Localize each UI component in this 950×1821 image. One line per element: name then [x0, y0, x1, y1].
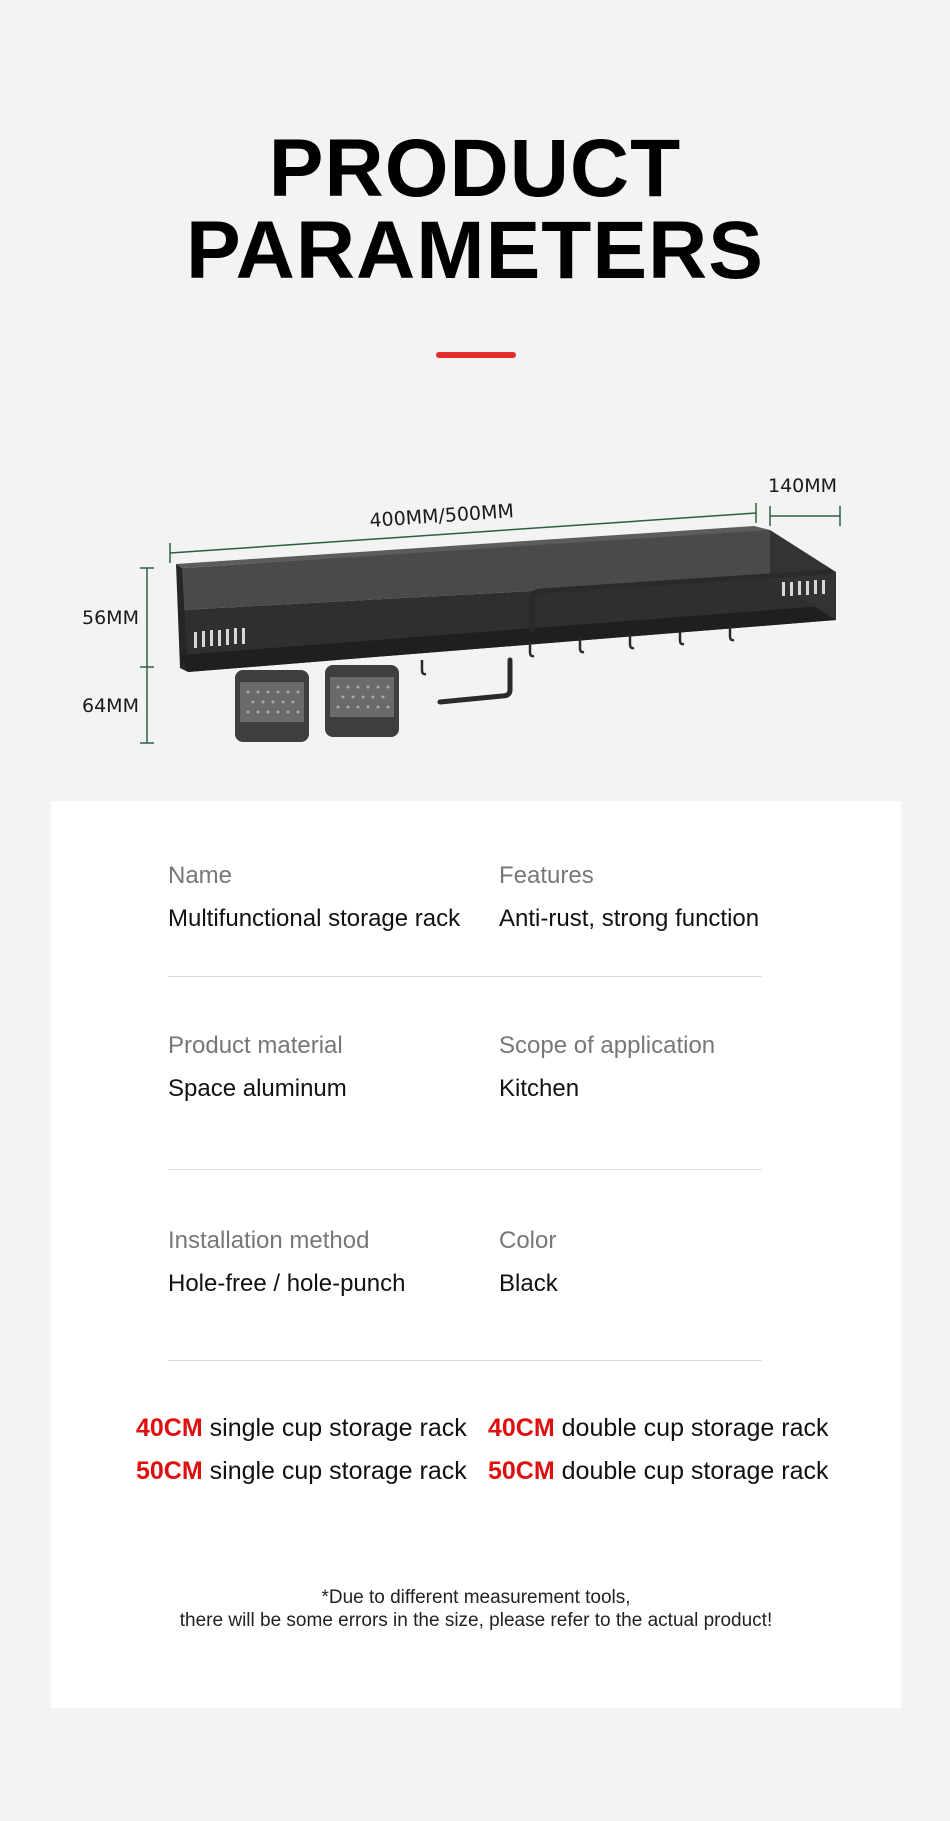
variant-desc: single cup storage rack [209, 1414, 467, 1442]
length-label: 400MM/500MM [368, 500, 515, 532]
lower-height-label: 64MM [82, 695, 139, 717]
param-key: Name [168, 862, 233, 889]
title-line-1: PRODUCT [268, 123, 682, 214]
accent-divider [436, 352, 516, 358]
param-key: Scope of application [499, 1032, 716, 1059]
param-features [499, 862, 759, 933]
param-value: Kitchen [499, 1075, 580, 1102]
parameters-card [51, 801, 901, 1708]
rack-shape [176, 526, 836, 672]
row-divider [168, 976, 762, 977]
param-key: Features [499, 862, 594, 889]
note-line-2: there will be some errors in the size, please refer to the actual product! [179, 1610, 773, 1631]
param-value: Black [499, 1270, 558, 1297]
variant-item [136, 1413, 467, 1443]
utensil-cups [235, 665, 399, 742]
title-line-2: PARAMETERS [186, 205, 764, 296]
row-divider [168, 1169, 762, 1170]
param-value: Space aluminum [168, 1075, 347, 1102]
depth-label: 140MM [768, 475, 838, 497]
variant-item [136, 1456, 467, 1486]
variant-item [488, 1413, 828, 1443]
variant-size: 50CM [136, 1457, 203, 1485]
param-key: Installation method [168, 1227, 370, 1254]
param-name [168, 862, 460, 933]
param-value: Anti-rust, strong function [499, 905, 760, 932]
param-value: Hole-free / hole-punch [168, 1270, 406, 1297]
param-material [168, 1032, 347, 1103]
param-installation [168, 1227, 405, 1298]
variant-item [488, 1456, 828, 1486]
param-key: Color [499, 1227, 557, 1254]
variant-size: 40CM [136, 1414, 203, 1442]
upper-height-label: 56MM [82, 607, 139, 629]
variant-desc: double cup storage rack [561, 1457, 829, 1485]
disclaimer-note [51, 1586, 901, 1632]
variant-size: 50CM [488, 1457, 555, 1485]
row-divider [168, 1360, 762, 1361]
variant-desc: single cup storage rack [209, 1457, 467, 1485]
note-line-1: *Due to different measurement tools, [321, 1587, 631, 1608]
variant-size: 40CM [488, 1414, 555, 1442]
param-color [499, 1227, 558, 1298]
param-value: Multifunctional storage rack [168, 905, 461, 932]
page-title [0, 123, 950, 296]
variant-desc: double cup storage rack [561, 1414, 829, 1442]
param-key: Product material [168, 1032, 343, 1059]
product-image [70, 460, 870, 760]
param-scope [499, 1032, 715, 1103]
